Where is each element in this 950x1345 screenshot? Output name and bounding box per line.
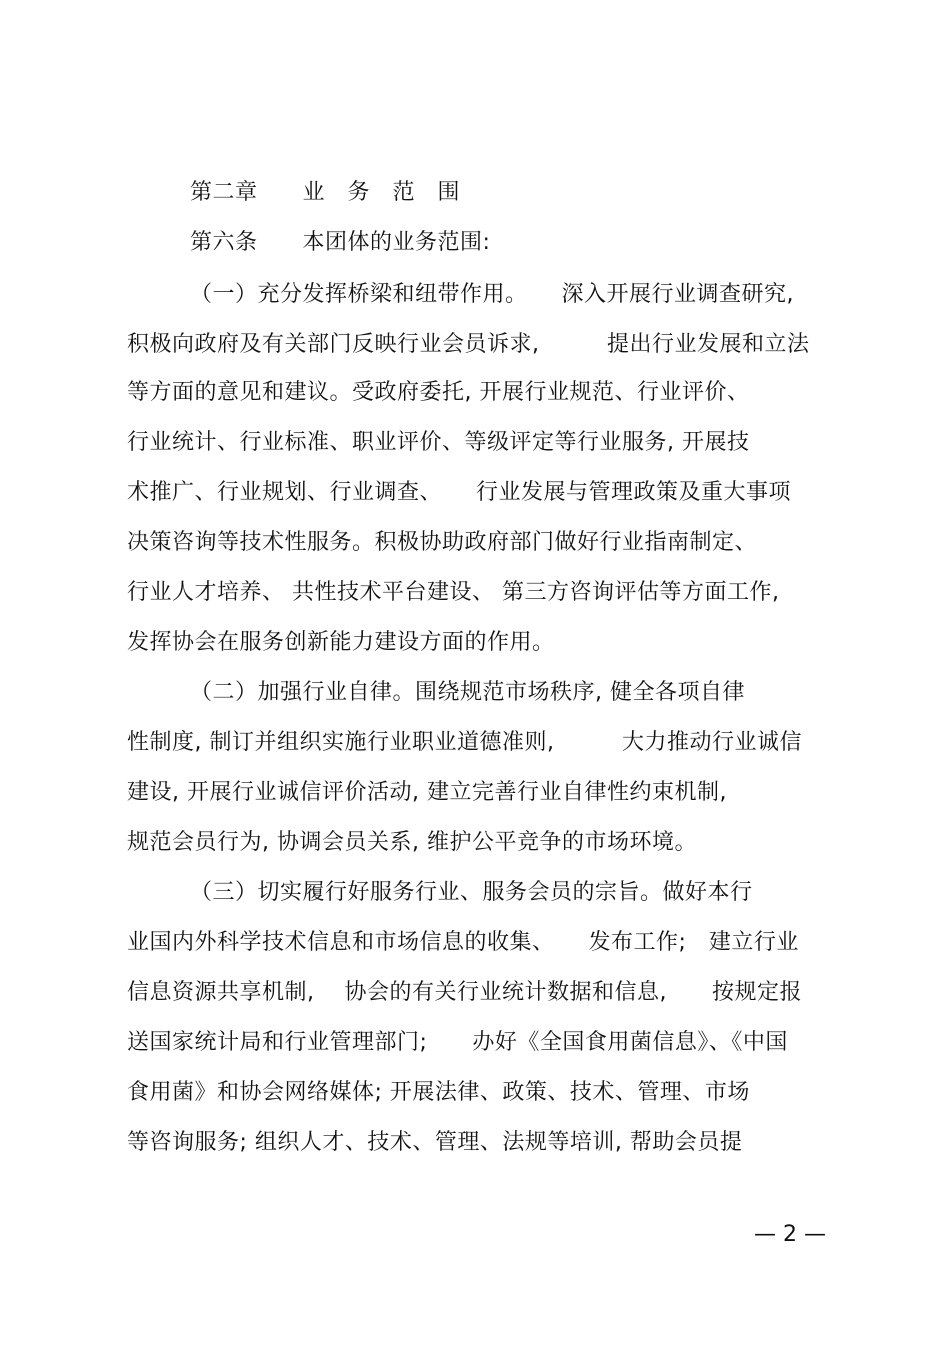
paragraph-2-line: 规范会员行为, 协调会员关系, 维护公平竞争的市场环境。 bbox=[127, 830, 697, 855]
paragraph-1-line: 行业统计、行业标准、职业评价、等级评定等行业服务, 开展技 bbox=[127, 430, 750, 455]
page-number: — 2 — bbox=[754, 1222, 826, 1247]
paragraph-3-line: （三）切实履行好服务行业、服务会员的宗旨。做好本行 bbox=[190, 880, 753, 905]
paragraph-1-line: 发挥协会在服务创新能力建设方面的作用。 bbox=[127, 630, 555, 655]
article-heading: 第六条 本团体的业务范围: bbox=[190, 230, 491, 255]
paragraph-2-line: （二）加强行业自律。围绕规范市场秩序, 健全各项自律 bbox=[190, 680, 745, 705]
paragraph-1-line: 等方面的意见和建议。受政府委托, 开展行业规范、行业评价、 bbox=[127, 380, 750, 405]
chapter-heading: 第二章 业 务 范 围 bbox=[190, 180, 461, 205]
paragraph-1-line: （一）充分发挥桥梁和纽带作用。 深入开展行业调查研究, bbox=[190, 282, 794, 307]
paragraph-2-line: 建设, 开展行业诚信评价活动, 建立完善行业自律性约束机制, bbox=[127, 780, 727, 805]
paragraph-3-line: 信息资源共享机制, 协会的有关行业统计数据和信息, 按规定报 bbox=[127, 980, 802, 1005]
paragraph-3-line: 送国家统计局和行业管理部门; 办好《全国食用菌信息》、《中国 bbox=[127, 1030, 788, 1055]
paragraph-3-line: 食用菌》和协会网络媒体; 开展法律、政策、技术、管理、市场 bbox=[127, 1080, 750, 1105]
paragraph-1-line: 积极向政府及有关部门反映行业会员诉求, 提出行业发展和立法 bbox=[127, 332, 810, 357]
paragraph-3-line: 业国内外科学技术信息和市场信息的收集、 发布工作; 建立行业 bbox=[127, 930, 799, 955]
paragraph-2-line: 性制度, 制订并组织实施行业职业道德准则, 大力推动行业诚信 bbox=[127, 730, 802, 755]
paragraph-1-line: 决策咨询等技术性服务。积极协助政府部门做好行业指南制定、 bbox=[127, 530, 758, 555]
paragraph-1-line: 术推广、行业规划、行业调查、 行业发展与管理政策及重大事项 bbox=[127, 480, 792, 505]
paragraph-3-line: 等咨询服务; 组织人才、技术、管理、法规等培训, 帮助会员提 bbox=[127, 1130, 743, 1155]
paragraph-1-line: 行业人才培养、 共性技术平台建设、 第三方咨询评估等方面工作, bbox=[127, 580, 780, 605]
